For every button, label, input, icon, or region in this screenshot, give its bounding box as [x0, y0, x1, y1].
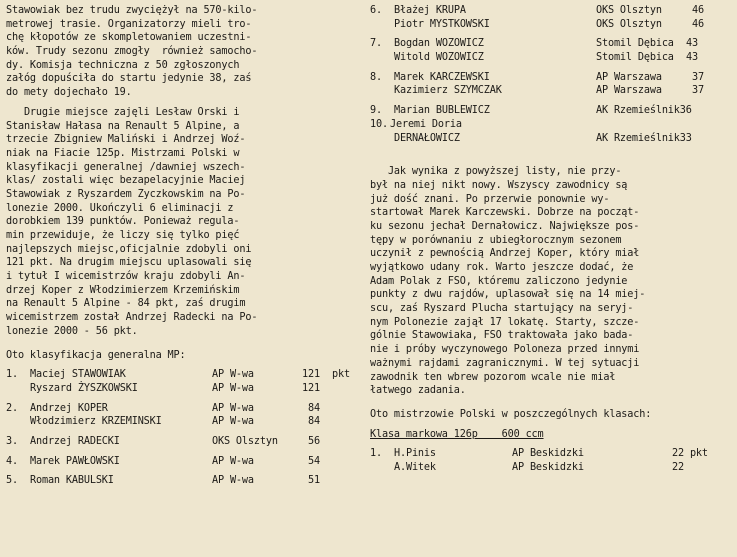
text-line: załóg dopuściła do startu jedynie 38, zaś	[6, 73, 252, 85]
standings-row	[370, 37, 732, 51]
points: 84	[308, 402, 320, 414]
points: 46	[692, 18, 704, 30]
points-unit: pkt	[332, 369, 350, 381]
driver: Maciej STAWOWIAK	[30, 369, 126, 381]
standings-row-codriver	[370, 84, 732, 98]
club: AP W-wa	[212, 382, 254, 394]
club: AP W-wa	[212, 402, 254, 414]
rank: 10.	[370, 118, 388, 130]
standings-table-left	[6, 368, 358, 488]
text-line: ważnymi rajdami zagranicznymi. W tej sytuacji	[370, 357, 640, 369]
text-line: Stanisław Hałasa na Renault 5 Alpine, a	[6, 120, 240, 132]
club: AK Rzemieślnik33	[596, 132, 692, 144]
driver: Andrzej RADECKI	[30, 435, 120, 447]
text-line: Stawowiak z Ryszardem Życzkowskim na Po-	[6, 188, 246, 200]
standings-row	[6, 368, 358, 382]
standings-row-codriver	[370, 51, 732, 65]
class-result-row-codriver	[370, 461, 732, 475]
classes-heading: Oto mistrzowie Polski w poszczególnych klasach:	[370, 408, 652, 420]
text-line: scu, zaś Ryszard Plucha startujący na seryj-	[370, 303, 634, 315]
right-column	[370, 4, 732, 475]
text-line: startował Marek Karczewski. Dobrze na począt-	[370, 207, 640, 219]
rank: 3.	[6, 435, 18, 447]
standings-row-codriver	[370, 18, 732, 32]
club: OKS Olsztyn	[212, 435, 278, 447]
text-line: klas/ zostali więc bezapelacyjnie Maciej	[6, 175, 246, 187]
driver: Marek KARCZEWSKI	[394, 71, 490, 83]
club: AP Beskidzki	[512, 448, 584, 460]
codriver: Włodzimierz KRZEMINSKI	[30, 416, 162, 428]
points: 84	[308, 416, 320, 428]
left-column	[6, 4, 358, 488]
driver: Błażej KRUPA	[394, 5, 466, 16]
paragraph-commentary	[370, 165, 732, 398]
club: AP Beskidzki	[512, 461, 584, 473]
codriver: Ryszard ŻYSZKOWSKI	[30, 382, 138, 394]
points: 46	[692, 5, 704, 16]
standings-row	[370, 104, 732, 118]
text-line: był na niej nikt nowy. Wszyscy zawodnicy są	[370, 179, 628, 191]
text-line: już dość znani. Po przerwie ponownie wy-	[370, 193, 610, 205]
rank: 7.	[370, 38, 382, 50]
club: AP W-wa	[212, 475, 254, 487]
standings-row-codriver	[6, 382, 358, 396]
text-line: ku sezonu jechał Dernałowicz. Największe pos-	[370, 220, 640, 232]
text-line: ków. Trudy sezonu zmogły również samocho-	[6, 46, 258, 58]
text-line: trzecie Zbigniew Maliński i Andrzej Woź-	[6, 134, 246, 146]
standings-row	[6, 435, 358, 449]
codriver: Kazimierz SZYMCZAK	[394, 85, 502, 97]
codriver: Piotr MYSTKOWSKI	[394, 18, 490, 30]
standings-table-right	[370, 4, 732, 145]
club: AP W-wa	[212, 455, 254, 467]
text-line: drzej Koper z Włodzimierzem Krzemińskim	[6, 284, 240, 296]
text-line: chę kłopotów ze skompletowaniem uczestni-	[6, 32, 252, 44]
rank: 1.	[370, 448, 382, 460]
standings-row	[6, 474, 358, 488]
points: 22	[672, 461, 684, 473]
driver: Marian BUBLEWICZ	[394, 105, 490, 117]
points: 121	[302, 382, 320, 394]
text-line: zawodnik ten wbrew pozorom wcale nie miał	[370, 371, 616, 383]
paragraph-second-place	[6, 106, 358, 339]
rank: 4.	[6, 455, 18, 467]
driver: Marek PAWŁOWSKI	[30, 455, 120, 467]
standings-row	[370, 71, 732, 85]
standings-heading: Oto klasyfikacja generalna MP:	[6, 349, 186, 361]
driver: Andrzej KOPER	[30, 402, 108, 414]
driver: Jeremi Doria	[390, 118, 462, 130]
text-line: lonezie 2000. Ukończyli 6 eliminacji z	[6, 202, 234, 214]
club: OKS Olsztyn	[596, 5, 662, 16]
points: 121	[302, 369, 320, 381]
text-line: do mety dojechało 19.	[6, 87, 132, 99]
codriver: Witold WOZOWICZ	[394, 52, 484, 64]
points: 43	[686, 38, 698, 50]
points: 22 pkt	[672, 448, 708, 460]
text-line: nie i próby wyczynowego Poloneza przed innymi	[370, 344, 640, 356]
points: 37	[692, 85, 704, 97]
club: AP W-wa	[212, 416, 254, 428]
text-line: łatwego zadania.	[370, 385, 466, 397]
standings-row	[370, 118, 732, 132]
text-line: Stawowiak bez trudu zwyciężył na 570-kilo-	[6, 5, 258, 16]
text-line: gólnie Stawowiaka, FSO traktowała jako bada-	[370, 330, 634, 342]
club: AK Rzemieślnik36	[596, 105, 692, 117]
points: 37	[692, 71, 704, 83]
text-line: uczynił z pewnością Andrzej Koper, który miał	[370, 248, 640, 260]
text-line: dy. Komisja techniczna z 50 zgłoszonych	[6, 59, 240, 71]
points: 43	[686, 52, 698, 64]
text-line: Adam Polak z FSO, któremu zaliczono jedynie	[370, 275, 628, 287]
driver: H.Pinis	[394, 448, 436, 460]
text-line: wicemistrzem został Andrzej Radecki na Po-	[6, 312, 258, 324]
text-line: najlepszych miejsc,oficjalnie zdobyli oni	[6, 243, 252, 255]
standings-row	[6, 402, 358, 416]
class-result-row	[370, 447, 732, 461]
points: 54	[308, 455, 320, 467]
text-line: Jak wynika z powyższej listy, nie przy-	[370, 166, 622, 178]
text-line: niak na Fiacie 125p. Mistrzami Polski w	[6, 147, 240, 159]
standings-row-codriver	[370, 132, 732, 146]
text-line: i tytuł I wicemistrzów kraju zdobyli An-	[6, 271, 246, 283]
text-line: 121 pkt. Na drugim miejscu uplasowali się	[6, 257, 252, 269]
text-line: dorobkiem 139 punktów. Ponieważ regula-	[6, 216, 240, 228]
driver: Roman KABULSKI	[30, 475, 114, 487]
text-line: lonezie 2000 - 56 pkt.	[6, 325, 138, 337]
club: Stomil Dębica	[596, 38, 674, 50]
rank: 1.	[6, 369, 18, 381]
text-line: Drugie miejsce zajęli Lesław Orski i	[6, 106, 240, 118]
club: Stomil Dębica	[596, 52, 674, 64]
text-line: tępy w porównaniu z ubiegłorocznym sezonem	[370, 234, 622, 246]
text-line: klasyfikacji generalnej /dawniej wszech-	[6, 161, 246, 173]
club: AP W-wa	[212, 369, 254, 381]
rank: 6.	[370, 5, 382, 16]
codriver: DERNAŁOWICZ	[394, 132, 460, 144]
codriver: A.Witek	[394, 461, 436, 473]
rank: 5.	[6, 475, 18, 487]
text-line: punkty z dwu rajdów, uplasował się na 14 miej-	[370, 289, 646, 301]
paragraph-stawowiak-win	[6, 4, 358, 100]
text-line: na Renault 5 Alpine - 84 pkt, zaś drugim	[6, 298, 246, 310]
standings-row	[370, 4, 732, 18]
points: 51	[308, 475, 320, 487]
driver: Bogdan WOZOWICZ	[394, 38, 484, 50]
rank: 2.	[6, 402, 18, 414]
standings-row-codriver	[6, 415, 358, 429]
rank: 9.	[370, 105, 382, 117]
text-line: wyjątkowo udany rok. Warto jeszcze dodać, że	[370, 262, 634, 273]
club: AP Warszawa	[596, 85, 662, 97]
text-line: metrowej trasie. Organizatorzy mieli tro-	[6, 18, 252, 30]
club: OKS Olsztyn	[596, 18, 662, 30]
standings-row	[6, 455, 358, 469]
class-title: Klasa markowa 126p 600 ccm	[370, 428, 544, 440]
club: AP Warszawa	[596, 71, 662, 83]
rank: 8.	[370, 71, 382, 83]
class-results-table	[370, 447, 732, 474]
text-line: nym Polonezie zajął 17 lokatę. Starty, szcze-	[370, 316, 640, 328]
points: 56	[308, 435, 320, 447]
text-line: min przewiduje, że liczy się tylko pięć	[6, 230, 240, 241]
